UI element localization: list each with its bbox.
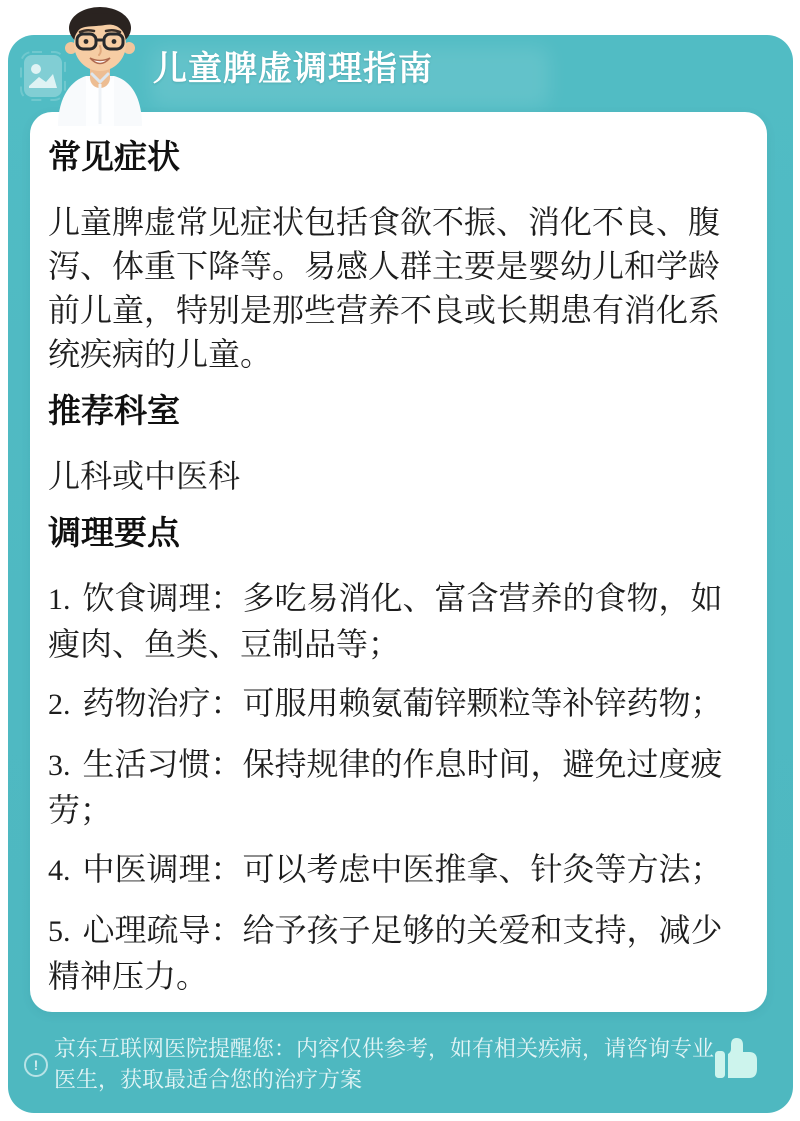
point-text: 中医调理：可以考虑中医推拿、针灸等方法； (82, 851, 723, 887)
point-item-5 (48, 908, 749, 998)
info-icon: ! (24, 1053, 48, 1077)
point-text: 心理疏导：给予孩子足够的关爱和支持，减少精神压力。 (48, 912, 723, 994)
symptoms-paragraph: 儿童脾虚常见症状包括食欲不振、消化不良、腹泻、体重下降等。易感人群主要是婴幼儿和学龄前儿童，特别是那些营养不良或长期患有消化系统疾病的儿童。 (48, 204, 721, 372)
thumbs-up-icon (715, 1068, 761, 1083)
point-item-1 (48, 576, 749, 666)
page-title: 儿童脾虚调理指南 (153, 50, 433, 88)
section-heading-key-points: 调理要点 (48, 514, 180, 551)
point-text: 药物治疗：可服用赖氨葡锌颗粒等补锌药物； (82, 685, 723, 721)
point-text: 生活习惯：保持规律的作息时间，避免过度疲劳； (48, 746, 723, 828)
section-heading-symptoms: 常见症状 (48, 138, 180, 175)
point-marker: 3. (48, 749, 71, 782)
thumbs-up-button[interactable] (714, 1038, 762, 1082)
section-heading-department: 推荐科室 (48, 392, 180, 429)
point-item-3 (48, 742, 749, 832)
department-paragraph: 儿科或中医科 (48, 458, 241, 494)
point-marker: 1. (48, 583, 71, 616)
footer-disclaimer-bar (0, 1030, 800, 1113)
point-marker: 5. (48, 915, 71, 948)
doctor-avatar (44, 4, 156, 131)
point-item-4 (48, 847, 749, 893)
point-text: 饮食调理：多吃易消化、富含营养的食物，如瘦肉、鱼类、豆制品等； (48, 580, 723, 662)
disclaimer-text: 京东互联网医院提醒您：内容仅供参考，如有相关疾病，请咨询专业医生，获取最适合您的治疗方案 (54, 1036, 715, 1092)
point-marker: 4. (48, 854, 71, 887)
point-item-2 (48, 681, 749, 727)
content-card (30, 112, 767, 1012)
point-marker: 2. (48, 688, 71, 721)
